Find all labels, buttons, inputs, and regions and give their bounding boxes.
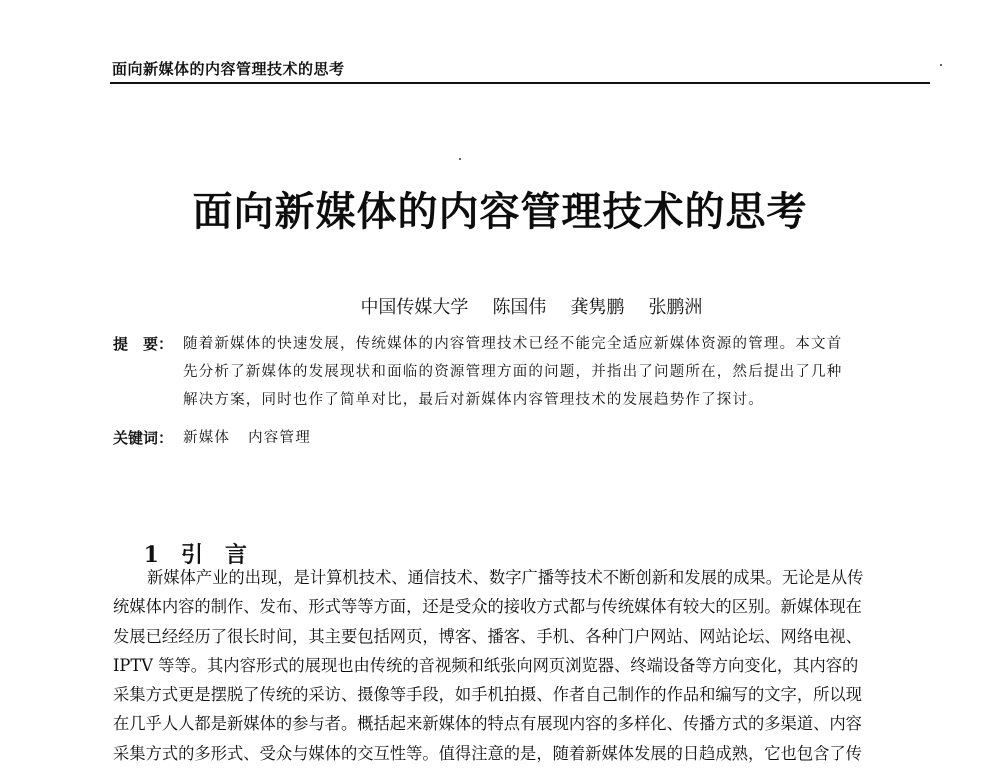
scan-speck [459,158,461,160]
body-line: 采集方式的多形式、受众与媒体的交互性等。值得注意的是，随着新媒体发展的日趋成熟，它也包含了传 [113,743,862,763]
body-line: 采集方式更是摆脱了传统的采访、摄像等手段，如手机拍摄、作者自己制作的作品和编写的文字，所以现 [113,685,862,705]
section-title: 引言 [180,543,269,568]
abstract-line: 先分析了新媒体的发展现状和面临的资源管理方面的问题，并指出了问题所在，然后提出了几种 [183,364,843,380]
body-line: 新媒体产业的出现，是计算机技术、通信技术、数字广播等技术不断创新和发展的成果。无论是从传 [147,568,864,587]
body-line: 统媒体内容的制作、发布、形式等等方面，还是受众的接收方式都与传统媒体有较大的区别。新媒体现在 [113,597,862,617]
keywords [113,424,329,452]
abstract [113,330,933,414]
affiliation: 中国传媒大学 [360,297,469,318]
running-header-title: 面向新媒体的内容管理技术的思考 [112,60,345,78]
abstract-line: 解决方案，同时也作了简单对比，最后对新媒体内容管理技术的发展趋势作了探讨。 [183,392,764,408]
scan-speck [940,64,942,66]
abstract-label: 提 要： [113,335,174,353]
keyword: 内容管理 [248,430,311,446]
body-line: IPTV 等等。其内容形式的展现也由传统的音视频和纸张向网页浏览器、终端设备等方向变化，其内容的 [113,655,859,675]
author-name: 龚隽鹏 [570,297,625,318]
body-line: 发展已经经历了很长时间，其主要包括网页，博客、播客、手机、各种门户网站、网站论坛、网络电视、 [113,626,862,646]
section-body [113,563,933,768]
keyword: 新媒体 [183,430,231,446]
author-name: 陈国伟 [492,297,547,318]
author-name: 张鹏洲 [648,297,703,318]
abstract-text [183,330,933,414]
keywords-label: 关键词： [113,429,174,447]
abstract-line: 随着新媒体的快速发展，传统媒体的内容管理技术已经不能完全适应新媒体资源的管理。本文首 [183,336,843,352]
header-rule [110,82,930,84]
paper-title: 面向新媒体的内容管理技术的思考 [192,188,808,235]
body-line: 在几乎人人都是新媒体的参与者。概括起来新媒体的特点有展现内容的多样化、传播方式的多渠道、内容 [113,714,862,734]
section-number: 1 [143,542,159,568]
